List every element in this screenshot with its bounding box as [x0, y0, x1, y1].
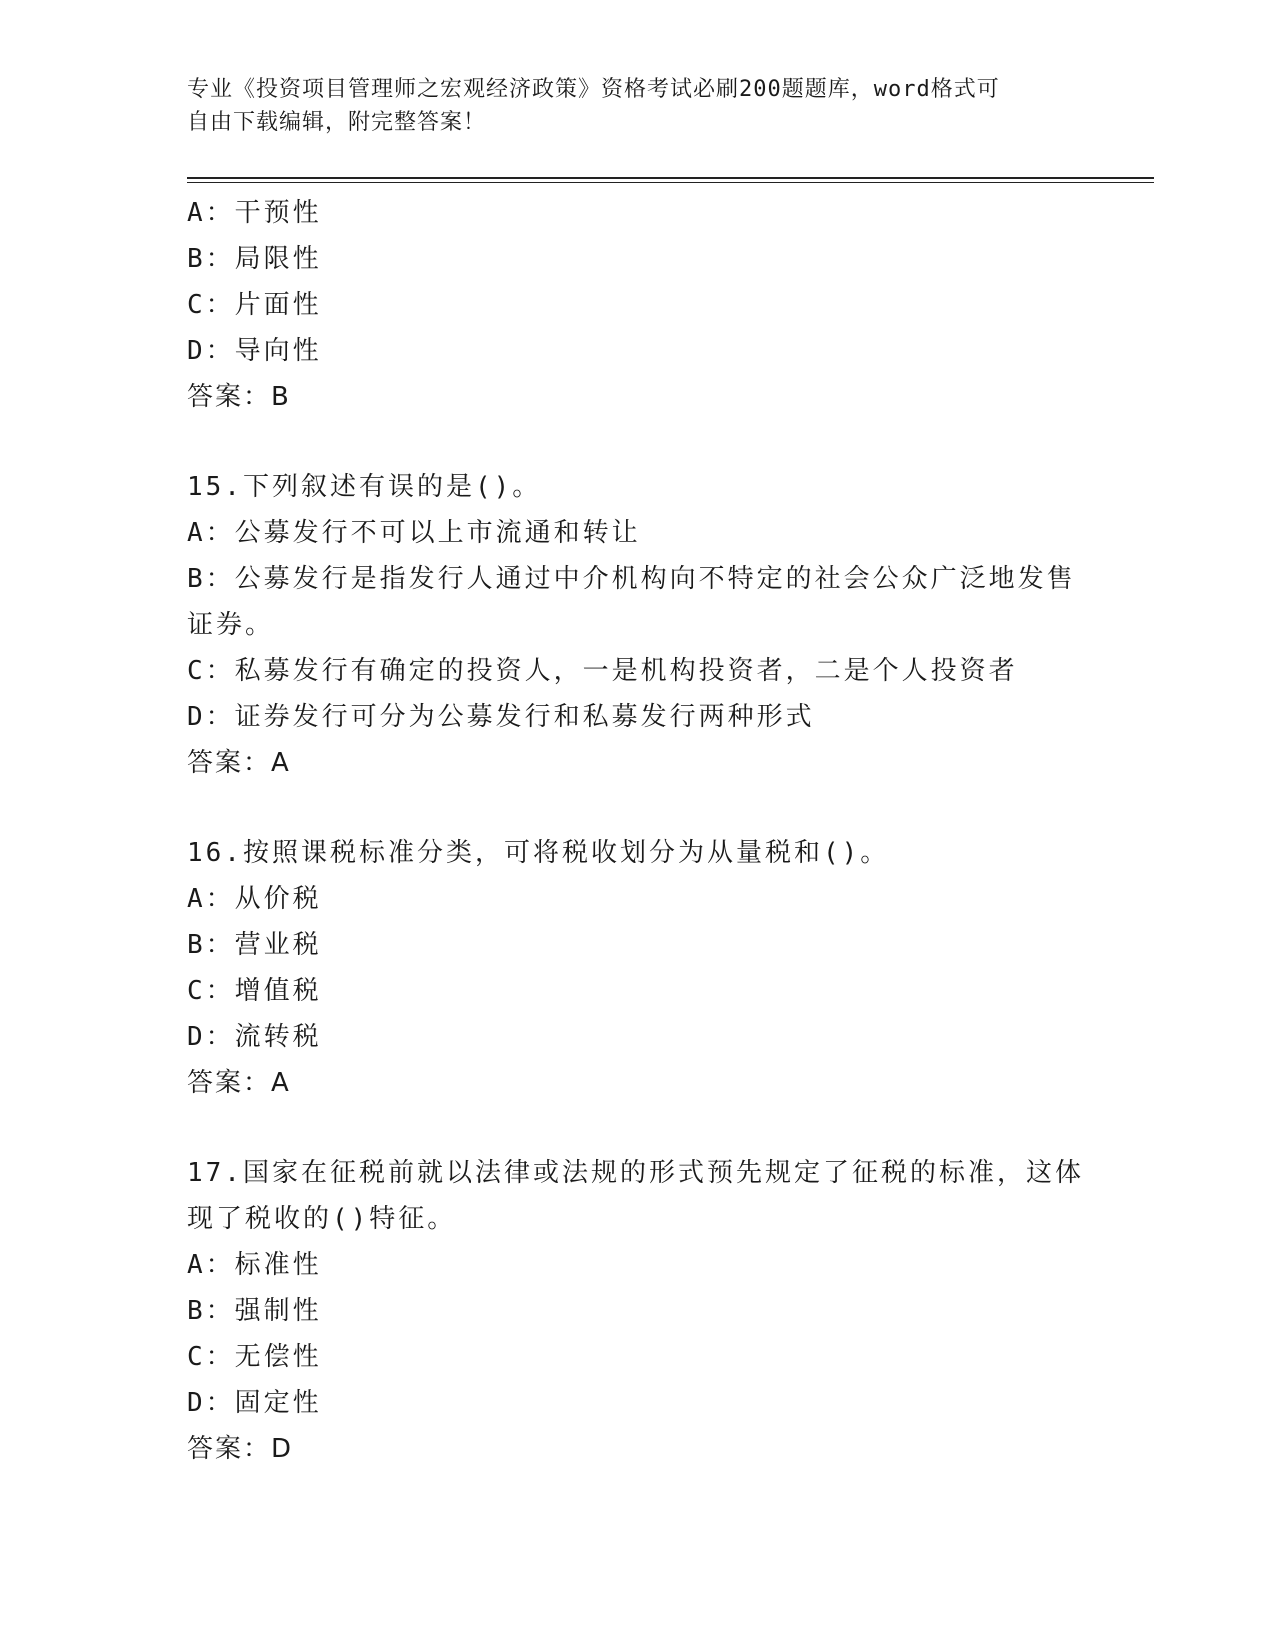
question-stem: 15.下列叙述有误的是()。 [187, 472, 542, 502]
option-b: B：营业税 [187, 930, 322, 960]
header-line-1: 专业《投资项目管理师之宏观经济政策》资格考试必刷200题题库，word格式可 [187, 77, 1000, 102]
option-b-continued: 证券。 [187, 610, 275, 640]
option-c: C：私募发行有确定的投资人，一是机构投资者，二是个人投资者 [187, 656, 1018, 686]
header-divider-thick [187, 177, 1154, 179]
header-line-2: 自由下载编辑，附完整答案！ [187, 110, 487, 135]
option-b: B：强制性 [187, 1296, 322, 1326]
answer-line: 答案：A [187, 1068, 291, 1098]
option-d: D：证券发行可分为公募发行和私募发行两种形式 [187, 702, 815, 732]
document-header [187, 73, 1067, 139]
answer-line: 答案：B [187, 382, 291, 412]
question-list [187, 190, 1087, 1516]
answer-line: 答案：A [187, 748, 291, 778]
option-d: D：流转税 [187, 1022, 322, 1052]
option-a: A：标准性 [187, 1250, 322, 1280]
question-stem: 17.国家在征税前就以法律或法规的形式预先规定了征税的标准，这体 [187, 1158, 1084, 1188]
header-divider-thin [187, 182, 1154, 183]
option-d: D：导向性 [187, 336, 322, 366]
option-b: B：公募发行是指发行人通过中介机构向不特定的社会公众广泛地发售 [187, 564, 1076, 594]
question-stem: 16.按照课税标准分类，可将税收划分为从量税和()。 [187, 838, 890, 868]
option-c: C：片面性 [187, 290, 322, 320]
option-a: A：公募发行不可以上市流通和转让 [187, 518, 641, 548]
question-15 [187, 464, 1087, 786]
question-continued [187, 190, 1087, 420]
option-b: B：局限性 [187, 244, 322, 274]
option-a: A：从价税 [187, 884, 322, 914]
option-c: C：无偿性 [187, 1342, 322, 1372]
option-d: D：固定性 [187, 1388, 322, 1418]
question-16 [187, 830, 1087, 1106]
option-c: C：增值税 [187, 976, 322, 1006]
option-a: A：干预性 [187, 198, 322, 228]
question-stem-continued: 现了税收的()特征。 [187, 1204, 457, 1234]
answer-line: 答案：D [187, 1434, 294, 1464]
question-17 [187, 1150, 1087, 1472]
